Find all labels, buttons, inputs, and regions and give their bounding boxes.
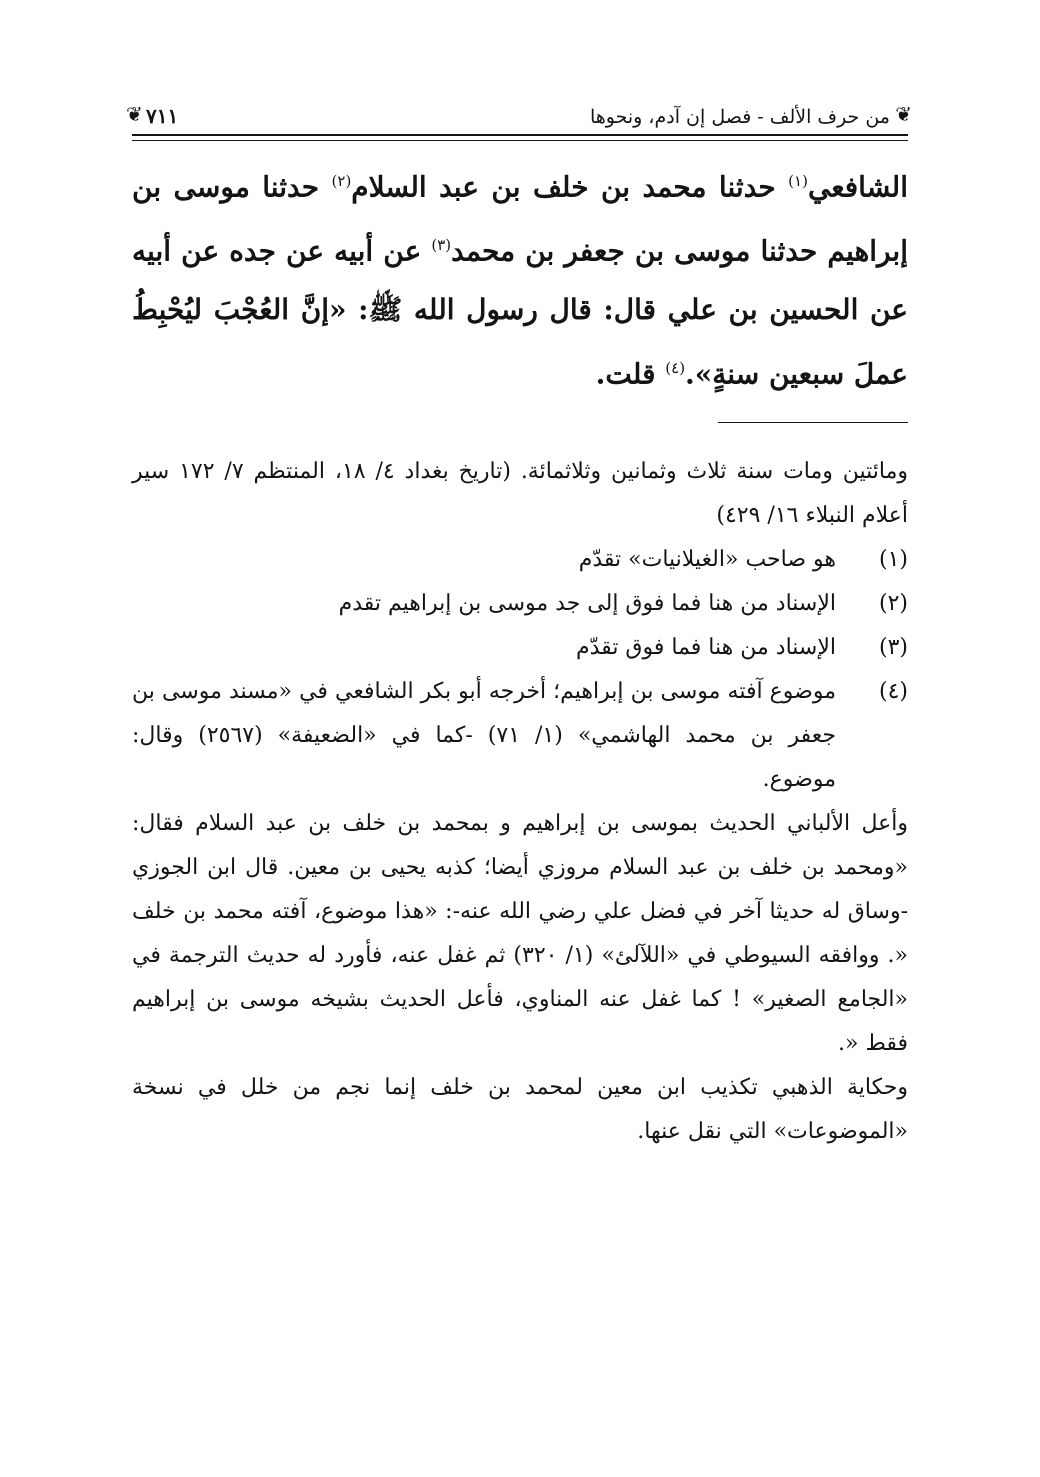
footnote-number: (٣) [878,635,908,660]
main-segment: حدثنا محمد بن خلف بن عبد السلام [351,170,789,204]
footnote-text: الإسناد من هنا فما فوق تقدّم [576,635,836,660]
ornament-icon: ❦ [126,102,143,126]
running-header [126,96,912,146]
footnote-item-4 [132,670,908,802]
footnotes-section [132,450,908,1154]
footnote-ref-4[interactable]: (٤) [665,358,686,377]
footnote-text: هو صاحب «الغيلانيات» تقدّم [578,547,836,572]
header-rule-thin [132,140,908,141]
main-segment: عن أبيه عن جده عن أبيه عن الحسين بن علي قال: قال رسول الله ﷺ: [132,234,908,326]
footnote-ref-2[interactable]: (٢) [331,172,352,190]
footnote-paragraph-2: وحكاية الذهبي تكذيب ابن معين لمحمد بن خلف إنما نجم من خلل في نسخة «الموضوعات» التي نقل عنها. [132,1075,908,1144]
header-rule [132,134,908,136]
page-number: ٧١١ [146,104,179,128]
footnote-ref-1[interactable]: (١) [788,172,808,190]
footnote-text: الإسناد من هنا فما فوق إلى جد موسى بن إبراهيم تقدم [338,591,836,616]
footnote-number: (١) [878,547,908,572]
main-text [132,152,908,403]
footnote-continuation: ومائتين ومات سنة ثلاث وثمانين وثلاثمائة. (تاريخ بغداد ٤/ ١٨، المنتظم ٧/ ١٧٢ سير أعلام النبلاء ١٦/ ٤٢٩) [132,459,909,528]
footnote-number: (٤) [878,679,908,704]
main-segment: قلت. [595,356,666,390]
main-segment: . [685,356,695,390]
footnote-paragraph-1: وأعل الألباني الحديث بموسى بن إبراهيم و بمحمد بن خلف بن عبد السلام فقال: «ومحمد بن خلف بن عبد السلام مروزي أيضا؛ كذبه يحيى بن معين. قال ابن الجوزي -وساق له حديثا آخر في فضل علي رضي الله عنه-: «هذا موضوع، آفته محمد بن خلف «. ووافقه السيوطي في «اللآلئ» (١/ ٣٢٠) ثم غفل عنه، فأورد له حديث الترجمة في «الجامع الصغير» ! كما غفل عنه المناوي، فأعل الحديث بشيخه موسى بن إبراهيم فقط «. [132,811,909,1056]
footnote-ref-3[interactable]: (٣) [431,236,452,255]
footnote-text: موضوع آفته موسى بن إبراهيم؛ أخرجه أبو بكر الشافعي في «مسند موسى بن جعفر بن محمد الهاشمي» (١/ ٧١) -كما في «الضعيفة» (٢٥٦٧) وقال: موضوع. [132,679,836,792]
footnote-separator [718,422,908,423]
hadith-text: «إنَّ العُجْبَ ليُحْبِطُ عملَ سبعين سنةٍ» [132,292,908,390]
footnote-item-1 [132,538,908,582]
main-intro: الشافعي [807,170,908,204]
ornament-icon: ❦ [895,102,912,126]
footnote-item-2 [132,582,908,626]
footnote-number: (٢) [878,591,908,616]
main-segment: حدثنا موسى بن إبراهيم حدثنا موسى بن جعفر بن محمد [132,170,909,268]
footnote-item-3 [132,626,908,670]
chapter-title: من حرف الألف - فصل إن آدم، ونحوها [589,106,890,128]
